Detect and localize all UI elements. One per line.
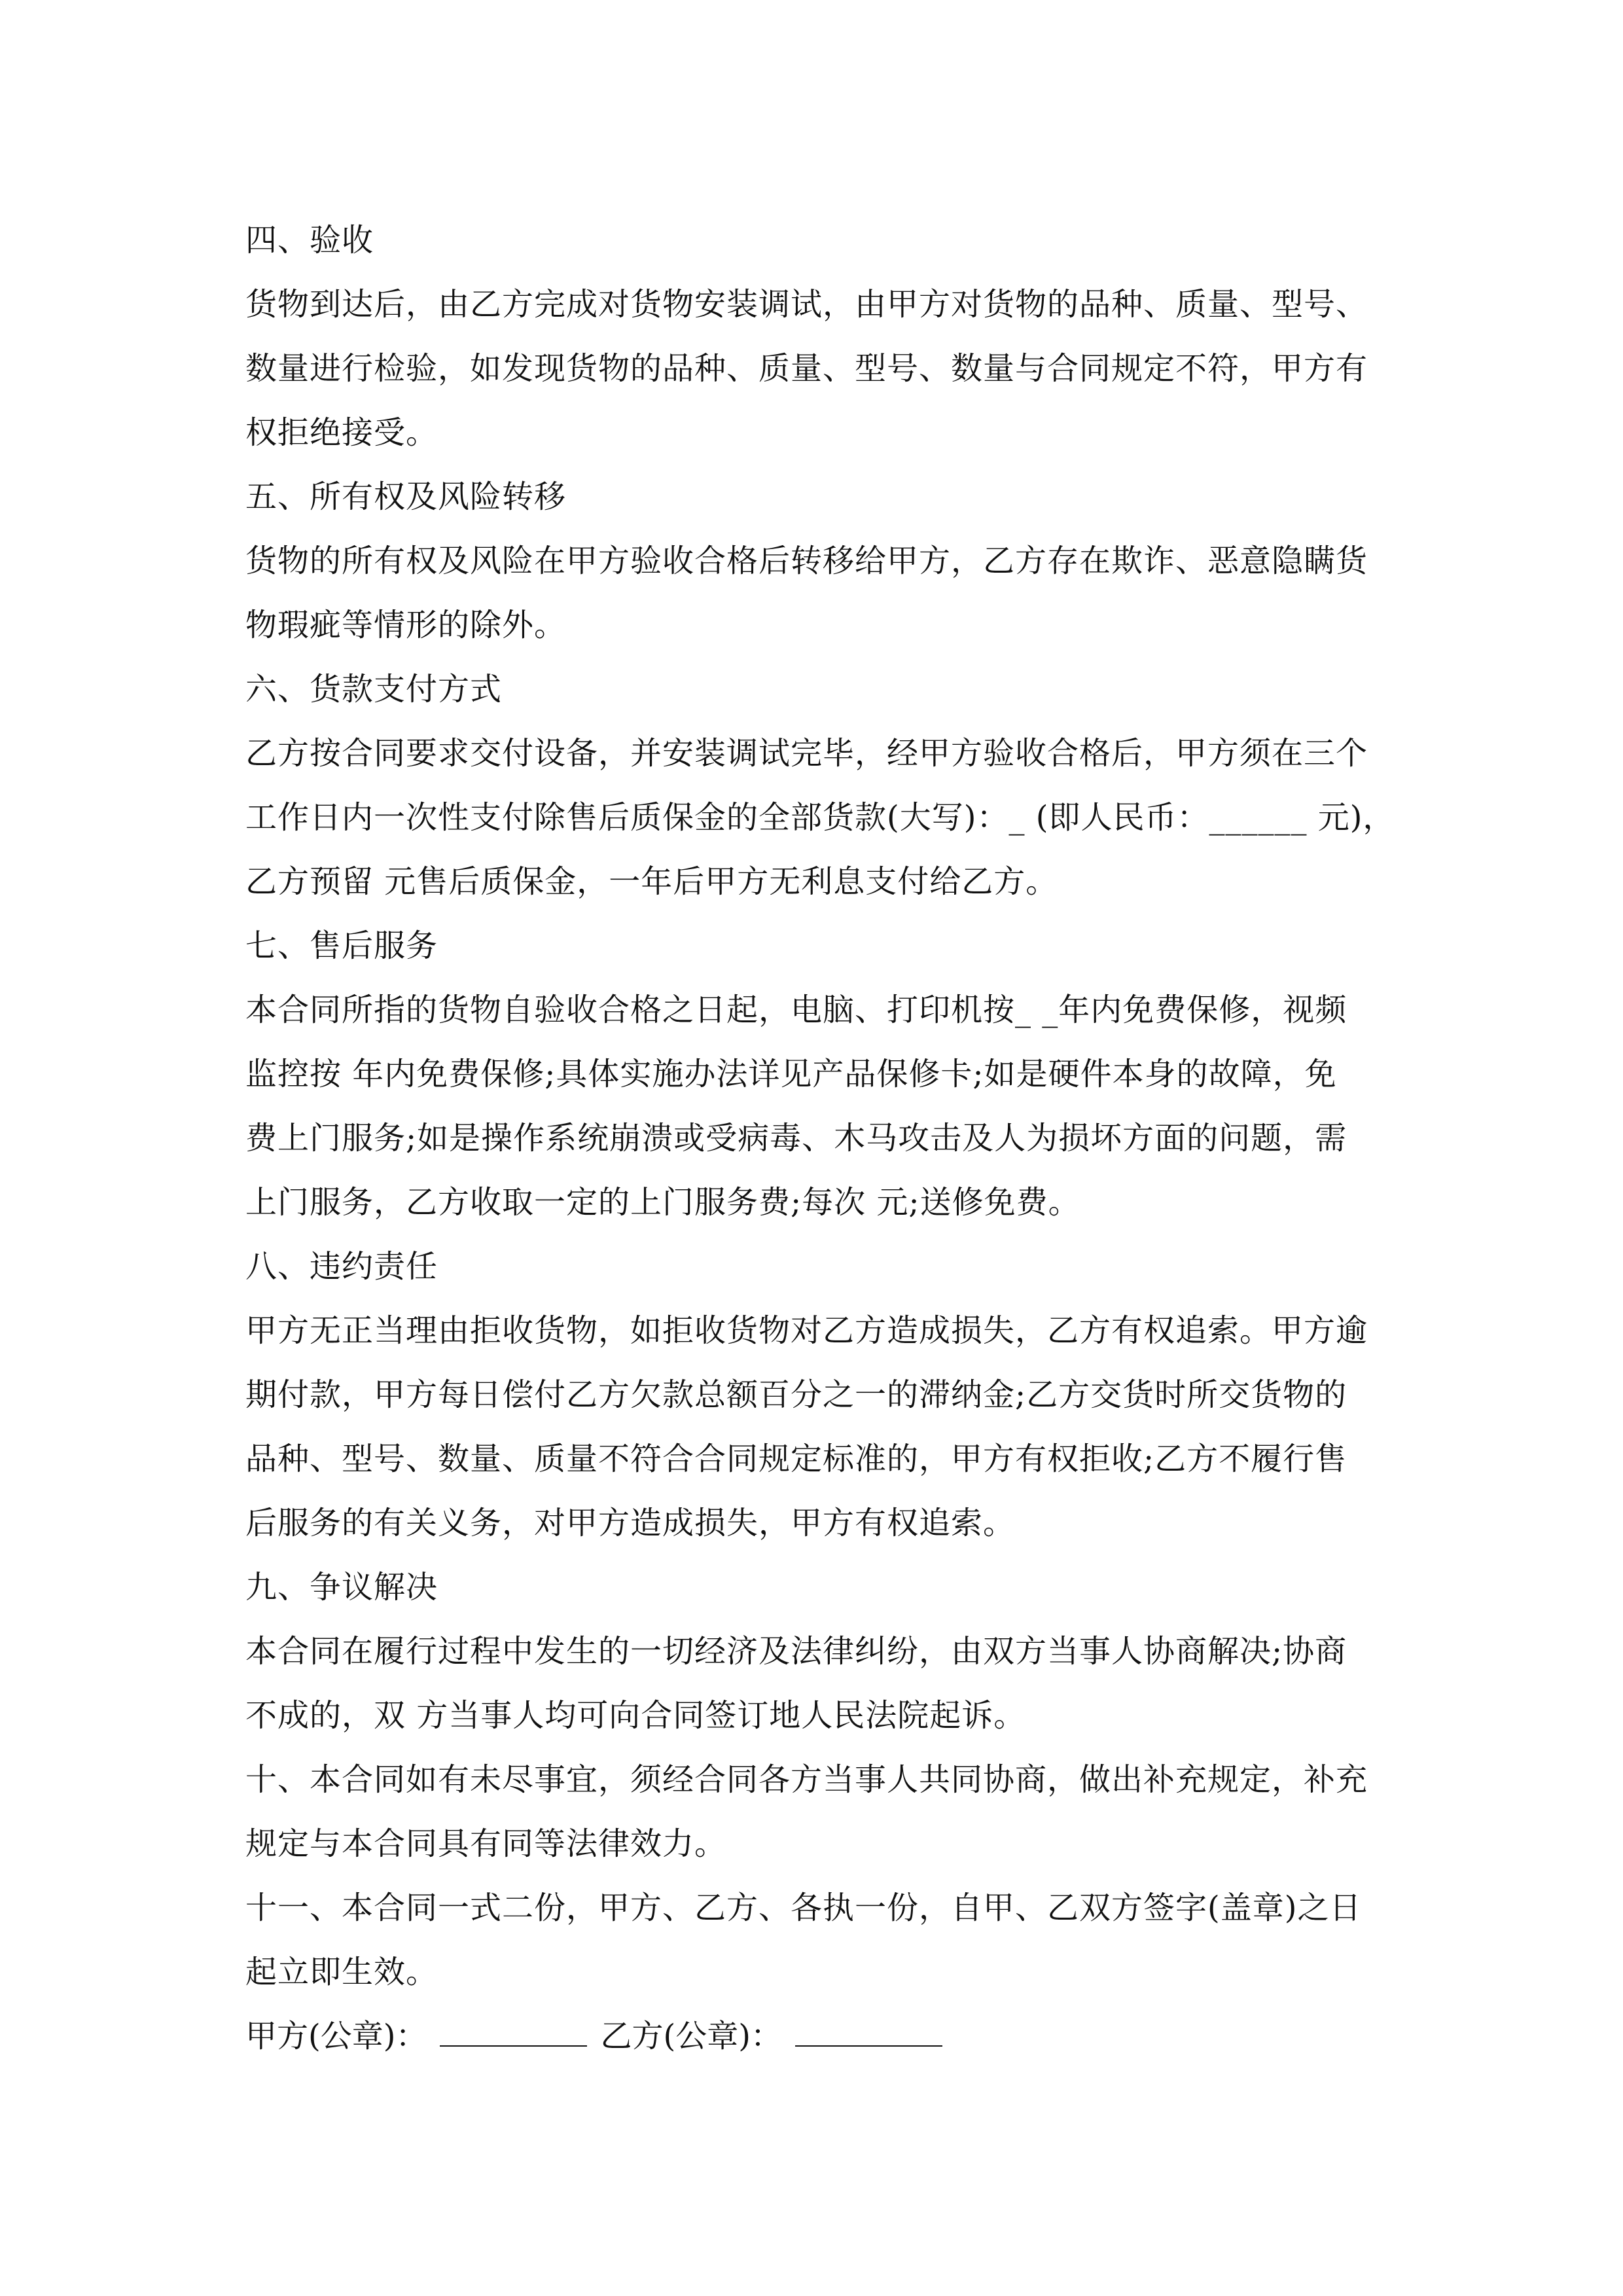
paragraph-line: 监控按 年内免费保修;具体实施办法详见产品保修卡;如是硬件本身的故障，免 xyxy=(245,1056,1337,1092)
paragraph-line: 不成的，双 方当事人均可向合同签订地人民法院起诉。 xyxy=(245,1697,1026,1734)
paragraph-line: 品种、型号、数量、质量不符合合同规定标准的，甲方有权拒收;乙方不履行售 xyxy=(245,1441,1347,1477)
paragraph-line: 后服务的有关义务，对甲方造成损失，甲方有权追索。 xyxy=(245,1505,1016,1541)
paragraph-line: 规定与本合同具有同等法律效力。 xyxy=(245,1825,727,1862)
paragraph-line: 十、本合同如有未尽事宜，须经合同各方当事人共同协商，做出补充规定，补充 xyxy=(245,1761,1368,1798)
party-a-seal-blank xyxy=(440,2019,587,2047)
paragraph-line: 货物到达后，由乙方完成对货物安装调试，由甲方对货物的品种、质量、型号、 xyxy=(245,286,1368,323)
section-heading-acceptance: 四、验收 xyxy=(245,222,374,259)
party-b-seal-label: 乙方(公章)： xyxy=(600,2018,782,2054)
paragraph-line: 十一、本合同一式二份，甲方、乙方、各执一份，自甲、乙双方签字(盖章)之日 xyxy=(245,1890,1362,1926)
section-heading-ownership-risk: 五、所有权及风险转移 xyxy=(245,478,567,515)
party-a-seal-label: 甲方(公章)： xyxy=(245,2018,427,2054)
section-heading-liability: 八、违约责任 xyxy=(245,1248,438,1285)
paragraph-line: 工作日内一次性支付除售后质保金的全部货款(大写)：_ (即人民币：______ 元)， xyxy=(245,799,1395,836)
paragraph-line: 乙方按合同要求交付设备，并安装调试完毕，经甲方验收合格后，甲方须在三个 xyxy=(245,735,1368,772)
paragraph-line: 乙方预留 元售后质保金，一年后甲方无利息支付给乙方。 xyxy=(245,863,1058,900)
paragraph-line: 数量进行检验，如发现货物的品种、质量、型号、数量与合同规定不符，甲方有 xyxy=(245,350,1368,387)
paragraph-line: 本合同在履行过程中发生的一切经济及法律纠纷，由双方当事人协商解决;协商 xyxy=(245,1633,1347,1670)
section-heading-after-sales: 七、售后服务 xyxy=(245,927,438,964)
paragraph-line: 上门服务，乙方收取一定的上门服务费;每次 元;送修免费。 xyxy=(245,1184,1080,1221)
paragraph-line: 本合同所指的货物自验收合格之日起，电脑、打印机按_ _年内免费保修，视频 xyxy=(245,992,1347,1028)
paragraph-line: 期付款，甲方每日偿付乙方欠款总额百分之一的滞纳金;乙方交货时所交货物的 xyxy=(245,1376,1347,1413)
paragraph-line: 起立即生效。 xyxy=(245,1954,438,1990)
paragraph-line: 物瑕疵等情形的除外。 xyxy=(245,607,567,643)
section-heading-payment: 六、货款支付方式 xyxy=(245,671,503,708)
contract-page xyxy=(245,208,1397,2068)
party-b-seal-blank xyxy=(795,2019,942,2047)
section-heading-dispute: 九、争议解决 xyxy=(245,1569,438,1605)
paragraph-line: 货物的所有权及风险在甲方验收合格后转移给甲方，乙方存在欺诈、恶意隐瞒货 xyxy=(245,543,1368,579)
paragraph-line: 甲方无正当理由拒收货物，如拒收货物对乙方造成损失，乙方有权追索。甲方逾 xyxy=(245,1312,1368,1349)
paragraph-line: 权拒绝接受。 xyxy=(245,414,438,451)
paragraph-line: 费上门服务;如是操作系统崩溃或受病毒、木马攻击及人为损坏方面的问题，需 xyxy=(245,1120,1347,1157)
signature-row xyxy=(245,2004,1397,2068)
